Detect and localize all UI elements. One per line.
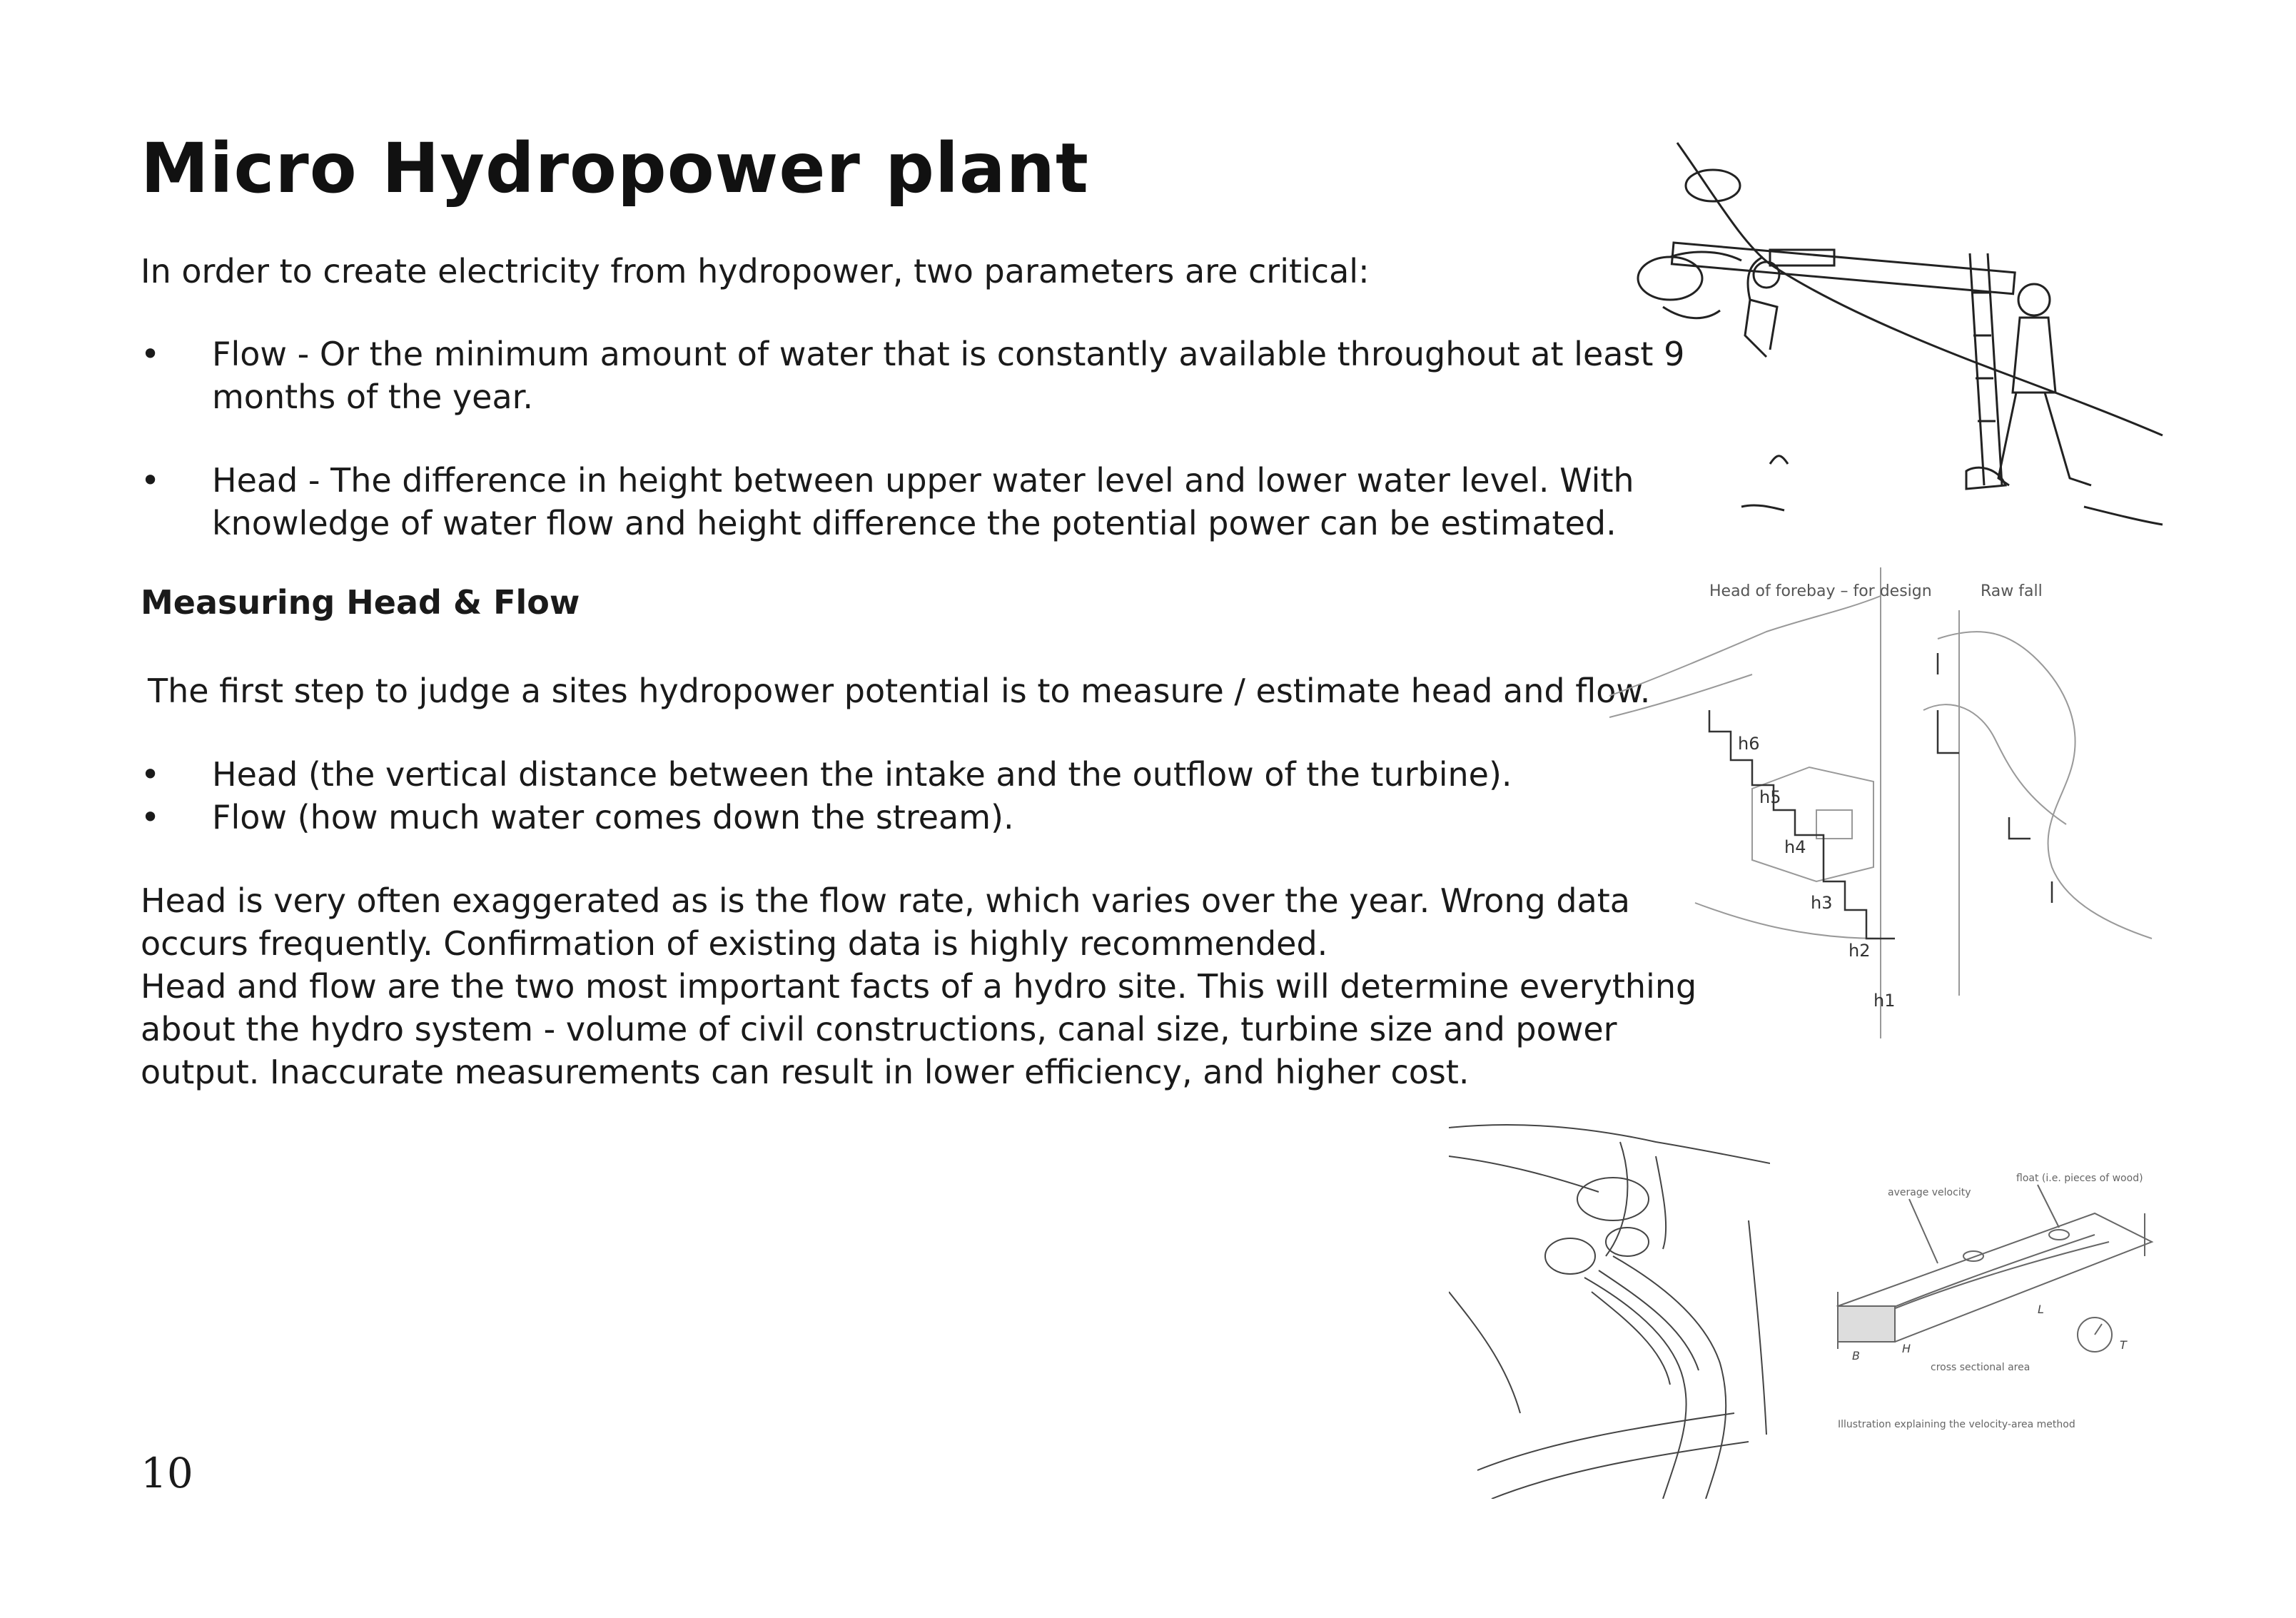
bullet-symbol: • [141,461,161,500]
closing-line: Head is very often exaggerated as is the flow rate, which varies over the year. Wrong data [141,881,1630,920]
term-flow: Flow [212,335,288,373]
bullet-symbol: • [141,755,161,794]
label-T: T [2120,1338,2127,1352]
flow-definition-line1: - Or the minimum amount of water that is constantly available throughout at least 9 [287,335,1685,373]
label-h3: h3 [1811,893,1833,913]
page-title: Micro Hydropower plant [141,128,1089,208]
label-h5: h5 [1759,787,1781,807]
head-measurement-sketch [1599,136,2170,550]
label-B: B [1852,1349,1860,1362]
label-L: L [2038,1303,2044,1316]
label-h6: h6 [1738,734,1760,754]
closing-line: about the hydro system - volume of civil constructions, canal size, turbine size and power [141,1010,1617,1048]
flow-definition-line2: months of the year. [212,378,533,416]
closing-paragraph [141,879,1696,1093]
label-cross-section: cross sectional area [1931,1362,2031,1373]
label-float: float (i.e. pieces of wood) [2016,1173,2143,1184]
head-definition-line1: - The difference in height between upper water level and lower water level. With [298,461,1634,500]
term-head: Head [212,461,298,500]
measure-item-text: Flow (how much water comes down the stream). [212,798,1014,836]
head-diagram [1609,567,2188,1038]
measure-item-text: Head (the vertical distance between the intake and the outflow of the turbine). [212,755,1512,794]
illustration-caption: Illustration explaining the velocity-area method [1838,1419,2075,1430]
closing-line: output. Inaccurate measurements can result in lower efficiency, and higher cost. [141,1053,1470,1091]
label-H: H [1902,1342,1911,1355]
bullet-symbol: • [141,798,161,836]
label-head-forebay: Head of forebay – for design [1709,582,1932,600]
bullet-symbol: • [141,335,161,373]
intro-text: In order to create electricity from hydropower, two parameters are critical: [141,252,1370,290]
section-subheading: Measuring Head & Flow [141,583,580,622]
label-h4: h4 [1784,837,1806,857]
head-definition-line2: knowledge of water flow and height difference the potential power can be estimated. [212,504,1617,542]
first-step-text: The first step to judge a sites hydropower potential is to measure / estimate head and flow. [148,672,1651,710]
closing-line: occurs frequently. Confirmation of existing data is highly recommended. [141,924,1328,963]
page-number: 10 [141,1449,193,1497]
closing-line: Head and flow are the two most important facts of a hydro site. This will determine everything [141,967,1697,1006]
velocity-area-diagram [1824,1156,2180,1456]
label-h2: h2 [1849,941,1871,961]
label-average-velocity: average velocity [1888,1187,1971,1198]
stream-weir-sketch [1449,1113,1770,1499]
label-raw-fall: Raw fall [1981,582,2043,600]
label-h1: h1 [1873,991,1896,1011]
